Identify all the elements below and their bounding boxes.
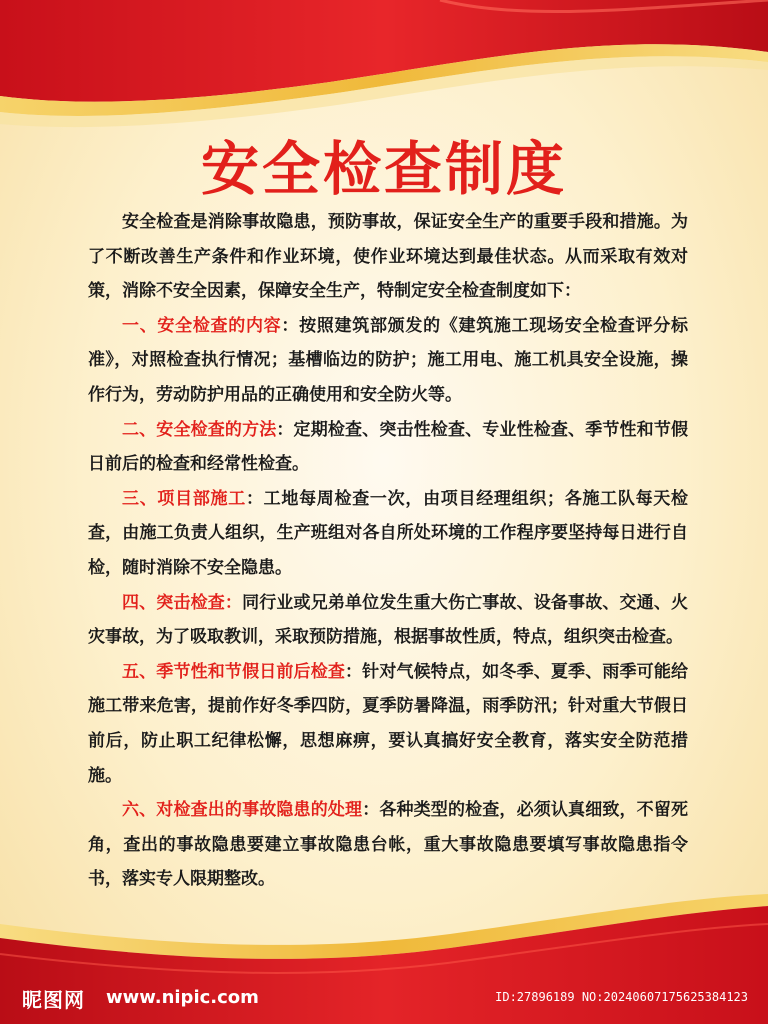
- section-heading: 一、安全检查的内容: [122, 315, 282, 336]
- section-heading: 四、突击检查：: [122, 592, 243, 613]
- watermark-logo: 昵图网: [22, 988, 85, 1012]
- section-text: ：各种类型的检查，必须认真细致，不留死角，查出的事故隐患要建立事故隐患台帐，重大事故隐患要填写事故隐患指令书，落实专人限期整改。: [88, 800, 688, 890]
- section-text: ：按照建筑部颁发的《建筑施工现场安全检查评分标准》，对照检查执行情况；基槽临边的防护；施工用电、施工机具安全设施，操作行为，劳动防护用品的正确使用和安全防火等。: [88, 315, 689, 405]
- section-paragraph: [88, 482, 688, 586]
- intro-paragraph: 安全检查是消除事故隐患，预防事故，保证安全生产的重要手段和措施。为了不断改善生产条件和作业环境，使作业环境达到最佳状态。从而采取有效对策，消除不安全因素，保障安全生产，特制定安全检查制度如下：: [88, 212, 688, 302]
- section-heading: 二、安全检查的方法: [122, 419, 277, 440]
- section-text: ：针对气候特点，如冬季、夏季、雨季可能给施工带来危害，提前作好冬季四防，夏季防暑降温，雨季防汛；针对重大节假日前后，防止职工纪律松懈，思想麻痹，要认真搞好安全教育，落实安全防范措施。: [88, 661, 688, 786]
- section-heading: 五、季节性和节假日前后检查: [122, 661, 346, 682]
- regulation-body: [88, 205, 688, 897]
- section-text: ：定期检查、突击性检查、专业性检查、季节性和节假日前后的检查和经常性检查。: [88, 419, 688, 475]
- section-text: ：工地每周检查一次，由项目经理组织；各施工队每天检查，由施工负责人组织，生产班组对各自所处环境的工作程序要坚持每日进行自检，随时消除不安全隐患。: [88, 488, 688, 578]
- section-paragraph: [88, 655, 688, 793]
- section-paragraph: [88, 413, 688, 482]
- section-heading: 三、项目部施工: [122, 488, 246, 509]
- section-paragraph: [88, 309, 688, 413]
- section-paragraph: [88, 586, 688, 655]
- watermark-url: www.nipic.com: [106, 987, 259, 1008]
- watermark-id: ID:27896189 NO:20240607175625384123: [495, 990, 748, 1004]
- section-paragraph: [88, 793, 688, 897]
- section-text: 同行业或兄弟单位发生重大伤亡事故、设备事故、交通、火灾事故，为了吸取教训，采取预防措施，根据事故性质，特点，组织突击检查。: [88, 592, 688, 648]
- page-title: 安全检查制度: [200, 135, 567, 203]
- section-heading: 六、对检查出的事故隐患的处理: [122, 800, 363, 821]
